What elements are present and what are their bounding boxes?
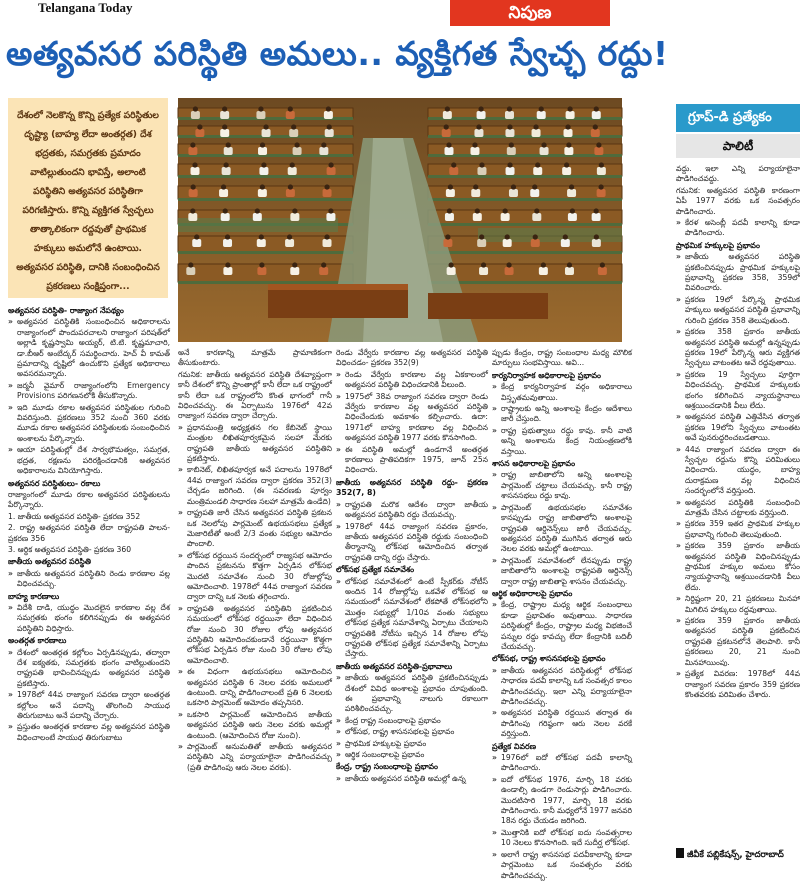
sidebar-title: గ్రూప్-డి ప్రత్యేకం xyxy=(676,104,800,132)
paragraph: » 44వ రాజ్యాంగ సవరణ ద్వారా ఈ స్వేచ్ఛల రద్దును కొన్ని పరిమితులు విధించారు. యుద్ధం, బాహ్య దురాక్రమణ వల్ల విధించిన సందర్భంలోనే వర్తిస్తుంది. xyxy=(676,445,800,497)
paragraph: » రాష్ట్ర ప్రభుత్వాలు రద్దు కావు. కానీ వాటి అన్ని అంశాలను కేంద్ర నియంత్రణలోకి వస్తాయి. xyxy=(492,426,632,457)
paragraph: » పార్లమెంట్ ఉభయసభల సమావేశం కానప్పుడు రాష్ట్ర జాబితాలోని అంశాలపై రాష్ట్రపతి ఆర్డినెన్స్‌లు జారీ చేయవచ్చు. అత్యవసర పరిస్థితి ముగిసిన తర్వాత ఆరు నెలల వరకు అమల్లో ఉంటాయి. xyxy=(492,503,632,555)
paragraph: » ప్రధానమంత్రి అధ్యక్షతన గల కేబినెట్ స్థాయి మంత్రుల లిఖితపూర్వకమైన సలహా మేరకు రాష్ట్రపతి జాతీయ అత్యవసర పరిస్థితిని ప్రకటిస్తారు. xyxy=(178,423,332,465)
paragraph: » కేంద్ర రాష్ట్ర సంబంధాలపై ప్రభావం xyxy=(336,716,488,726)
paragraph: » లోక్‌సభ రద్దయిన సందర్భంలో రాజ్యసభ ఆమోదం పొందిన ప్రకటనను కొత్తగా ఏర్పడిన లోక్‌సభ మొదటి సమావేశం నుంచి 30 రోజుల్లోపు ఆమోదించాలి. 1978లో 44వ రాజ్యాంగ సవరణ ద్వారా దాన్ని ఒక నెలకు తగ్గించారు. xyxy=(178,551,332,603)
section-heading: ఆర్థిక అధికారాలపై ప్రభావం xyxy=(492,588,573,598)
article-column-2 xyxy=(178,348,332,864)
paragraph: » ప్రాథమిక హక్కులపై ప్రభావం xyxy=(336,739,488,749)
section-heading: ప్రాథమిక హక్కులపై ప్రభావం xyxy=(676,240,760,250)
section-heading: జాతీయ అత్యవసర పరిస్థితి xyxy=(8,557,91,567)
section-banner: నిపుణ xyxy=(450,0,610,26)
paragraph: » ఆయా పరిస్థితుల్లో దేశ సార్వభౌమత్వం, సమగ్రత, భద్రత, రక్షణను పరిరక్షించడానికి అత్యవసర అధికారాలను వినియోగిస్తారు. xyxy=(8,445,170,476)
paragraph: రెండు వేర్వేరు కారణాల వల్ల అత్యవసర పరిస్థితి విధించడం- ప్రకరణ 352(9) xyxy=(336,348,488,368)
paragraph: » ప్రకరణ 19 స్వేచ్ఛలు పూర్తిగా విధించవచ్చు. ప్రాథమిక హక్కులకు భంగం కలిగించిన న్యాయస్థానాలు ఆశ్రయించడానికి వీలు లేదు. xyxy=(676,370,800,412)
paragraph: వద్దు. ఇలా ఎన్ని పర్యాయాలైనా పొడిగించవద్దు. xyxy=(676,164,800,184)
paragraph: 3. ఆర్థిక అత్యవసర పరిస్థితి- ప్రకరణ 360 xyxy=(8,544,132,554)
paragraph: » కేంద్ర, రాష్ట్రాల మధ్య ఆర్థిక సంబంధాలు కూడా ప్రభావితం అవుతాయి. సాధారణ పరిస్థితుల్లో కేంద్రం, రాష్ట్రాల మధ్య విభజించే పన్నుల రద్దు కావచ్చు లేదా కేంద్రానికి బదిలీ చేయవచ్చు. xyxy=(492,600,632,652)
paragraph: ప్పుడు కేంద్రం, రాష్ట్ర సంబంధాల మధ్య మౌలిక మార్పులు సంభవిస్తాయి. అవి... xyxy=(492,348,632,368)
paragraph: » అత్యవసర పరిస్థితికి సంబంధించి మాత్రమే చేసిన చట్టాలకు వర్తిస్తుంది. xyxy=(676,498,800,519)
paragraph: » 1975లో 38వ రాజ్యాంగ సవరణ ద్వారా రెండు వేర్వేరు కారణాల వల్ల అత్యవసర పరిస్థితి విధించేందుకు అవకాశం కల్పించారు. ఉదా: 1971లో బాహ్య కారణాల వల్ల విధించిన అత్యవసర పరిస్థితి 1977 వరకు కొనసాగింది. xyxy=(336,392,488,444)
paragraph: » 1978లో 44వ రాజ్యాంగ సవరణ ప్రకారం, జాతీయ అత్యవసర పరిస్థితి రద్దుకు సంబంధించి తీర్మానాన్ని లోక్‌సభ ఆమోదించిన తర్వాత రాష్ట్రపతి దాన్ని రద్దు చేస్తారు. xyxy=(336,522,488,564)
paragraph: » రాష్ట్రపతి మరొక ఆదేశం ద్వారా జాతీయ అత్యవసర పరిస్థితిని రద్దు చేయవచ్చు. xyxy=(336,500,488,521)
paragraph: » అత్యవసర పరిస్థితి ఎత్తివేసిన తర్వాత ప్రకరణ 19లోని స్వేచ్ఛలు వాటంతట అవే పునరుద్ధరించబడతాయి. xyxy=(676,412,800,443)
sidebar-column xyxy=(676,164,800,842)
article-column-3 xyxy=(336,348,488,864)
section-heading: ప్రత్యేక వివరణ xyxy=(492,741,537,751)
paragraph: రాజ్యాంగంలో మూడు రకాల అత్యవసర పరిస్థితులను పేర్కొన్నారు. xyxy=(8,489,170,510)
paragraph: » ఆర్థిక సంబంధాలపై ప్రభావం xyxy=(336,750,488,760)
paragraph: 2. రాష్ట్ర అత్యవసర పరిస్థితి లేదా రాష్ట్రపతి పాలన- ప్రకరణ 356 xyxy=(8,523,170,543)
paragraph: » ప్రకరణ 359 ఇతర ప్రాథమిక హక్కుల ప్రభావాన్ని గురించి తెలుపుతుంది. xyxy=(676,519,800,540)
paragraph: » మొత్తానికి ఐదో లోక్‌సభ ఐదు సంవత్సరాల 10 నెలలు కొనసాగింది. ఇదే సుదీర్ఘ లోక్‌సభ. xyxy=(492,828,632,849)
paragraph: » లోక్‌సభ సమావేశంలో ఉంటే స్పీకర్‌కు నోటీస్ అందిన 14 రోజుల్లోపు ఒకవేళ లోక్‌సభ ఆ సమయంలో సమావేశంలో లేకపోతే లోక్‌సభలోని మొత్తం సభ్యుల్లో 1/10వ వంతు సభ్యులు లోక్‌సభ ప్రత్యేక సమావేశాన్ని ఏర్పాటు చేయాలని రాష్ట్రపతికి నోటీసు ఇచ్చిన 14 రోజుల లోపు రాష్ట్రపతి లోక్‌సభ ప్రత్యేక సమావేశాన్ని ఏర్పాటు చేస్తారు. xyxy=(336,577,488,660)
parliament-chamber-image xyxy=(178,98,622,342)
section-heading: లోక్‌సభ, రాష్ట్ర శాసనసభలపై ప్రభావం xyxy=(492,654,606,664)
paragraph: » 1976లో ఐదో లోక్‌సభ పదవీ కాలాన్ని పొడిగించారు. xyxy=(492,753,632,774)
paragraph: » ఇది మూడు రకాల అత్యవసర పరిస్థితుల గురించి వివరిస్తుంది. ప్రకరణలు 352 నుంచి 360 వరకు మూడు రకాల అత్యవసర పరిస్థితులకు సంబంధించిన అంశాలను పేర్కొన్నారు. xyxy=(8,403,170,445)
square-bullet-icon xyxy=(676,848,684,858)
paragraph: » దేశంలో అంతర్గత కల్లోలం ఏర్పడినప్పుడు, తద్వారా దేశ ఐక్యతకు, సమగ్రతకు భంగం వాటిల్లుతుందని రాష్ట్రపతి భావించినప్పుడు అత్యవసర పరిస్థితి ప్రకటిస్తారు. xyxy=(8,648,170,690)
publication-name: Telangana Today xyxy=(38,0,133,15)
parliament-photo xyxy=(178,98,622,342)
section-heading: అంతర్గత కారణాలు xyxy=(8,636,67,646)
masthead xyxy=(0,0,800,30)
section-heading: శాసన అధికారాలపై ప్రభావం xyxy=(492,459,576,469)
publisher-credit xyxy=(676,848,800,864)
paragraph: » రాష్ట్రపతి అత్యవసర పరిస్థితిని ప్రకటించిన సమయంలో లోక్‌సభ రద్దయినా లేదా విధించిన రోజు నుంచి 30 రోజుల లోపు అత్యవసర పరిస్థితిని ఆమోదించకుండానే రద్దయినా కొత్తగా లోక్‌సభ ఏర్పడిన రోజు నుంచి 30 రోజుల లోపు ఆమోదించాలి. xyxy=(178,604,332,666)
section-heading: అత్యవసర పరిస్థితి- రాజ్యాంగ నేపథ్యం xyxy=(8,306,124,315)
paragraph: » ఈ పరిస్థితి అమల్లో ఉండగానే అంతర్గత కారణాలు ప్రాతిపదికగా 1975, జూన్ 25న విధించారు. xyxy=(336,445,488,476)
section-heading: బాహ్య కారణాలు xyxy=(8,591,60,601)
paragraph: » అత్యవసర పరిస్థితికి సంబంధించిన అధికారాలను రాజ్యాంగంలో పొందుపరచాలని రాజ్యాంగ పరిషత్‌లో అల్లాడి కృష్ణస్వామి అయ్యర్, టి.టి. కృష్ణమాచారి, డా.బీఆర్ అంబేద్కర్ సమర్థించారు. హెచ్ వీ కామత్ ప్రమాదాన్ని దృష్టిలో ఉంచుకొని ప్రత్యేక అధికారాలు అవసరమన్నారు. xyxy=(8,317,170,379)
paragraph: » విదేశీ దాడి, యుద్ధం మొదలైన కారణాల వల్ల దేశ సమగ్రతకు భంగం కలిగినప్పుడు ఈ అత్యవసర పరిస్థితిని విధిస్తారు. xyxy=(8,603,170,634)
section-heading: జాతీయ అత్యవసర పరిస్థితి రద్దు- ప్రకరణ 352(7, 8) xyxy=(336,477,488,498)
paragraph: » జాతీయ అత్యవసర పరిస్థితి ప్రకటించినప్పుడు ప్రాథమిక హక్కులపై ప్రభావాన్ని ప్రకరణ 358, 359లో వివరించారు. xyxy=(676,252,800,294)
paragraph: » పార్లమెంట్ సమావేశంలో లేనప్పుడు రాష్ట్ర జాబితాలోని అంశాలపై రాష్ట్రపతి ఆర్డినెన్స్ ద్వారా రాష్ట్ర జాబితాపై శాసనం చేయవచ్చు. xyxy=(492,556,632,587)
paragraph: » జాతీయ అత్యవసర పరిస్థితి ప్రకటించినప్పుడు దేశంలో వివిధ అంశాలపై ప్రభావం చూపుతుంది. ఈ ప్రభావాన్ని నాలుగు రకాలుగా పరిశీలించవచ్చు. xyxy=(336,673,488,715)
article-column-1 xyxy=(8,304,170,864)
section-heading: లోక్‌సభ ప్రత్యేక సమావేశం xyxy=(336,565,415,575)
paragraph: » జాతీయ అత్యవసర పరిస్థితుల్లో లోక్‌సభ సాధారణ పదవీ కాలాన్ని ఒక సంవత్సర కాలం పొడిగించవచ్చు. ఇలా ఎన్ని పర్యాయాలైనా పొడిగించవచ్చు. xyxy=(492,666,632,708)
paragraph: » ఐదో లోక్‌సభ 1976, మార్చి 18 వరకు ఉండాల్సి ఉండగా రెండుసార్లు పొడిగించారు. మొదటిసారి 1977, మార్చి 18 వరకు పొడిగించారు. కానీ మధ్యలోనే 1977 జనవరి 18న రద్దు చేయడం జరిగింది. xyxy=(492,775,632,827)
section-heading: జాతీయ అత్యవసర పరిస్థితి-ప్రభావాలు xyxy=(336,661,453,671)
paragraph: » లోక్‌సభ, రాష్ట్ర శాసనసభలపై ప్రభావం xyxy=(336,727,488,737)
paragraph: » 1978లో 44వ రాజ్యాంగ సవరణ ద్వారా అంతర్గత కల్లోలం అనే పదాన్ని తొలగించి సాయుధ తిరుగుబాటు అనే పదాన్ని చేర్చారు. xyxy=(8,690,170,721)
article-headline: అత్యవసర పరిస్థితి అమలు.. వ్యక్తిగత స్వేచ్ఛ రద్దు! xyxy=(6,34,669,73)
article-column-4 xyxy=(492,348,632,880)
paragraph: » ప్రకరణ 358 ప్రకారం జాతీయ అత్యవసర పరిస్థితి అమల్లో ఉన్నప్పుడు ప్రకరణ 19లో పేర్కొన్న ఆరు వ్యక్తిగత స్వేచ్ఛలు వాటంతట అవే రద్దవుతాయి. xyxy=(676,327,800,369)
paragraph: » ఈ విధంగా ఉభయసభలు ఆమోదించిన అత్యవసర పరిస్థితి 6 నెలల వరకు అమలులో ఉంటుంది. దాన్ని పొడిగించాలంటే ప్రతి 6 నెలలకు ఒకసారి పార్లమెంట్ ఆమోదం తప్పనిసరి. xyxy=(178,667,332,709)
paragraph: » జాతీయ అత్యవసర పరిస్థితిని రెండు కారణాల వల్ల విధించవచ్చు. xyxy=(8,569,170,590)
paragraph: » జర్మనీ వైమార్ రాజ్యాంగంలోని Emergency Provisions పరిగణనలోకి తీసుకొన్నారు. xyxy=(8,381,170,402)
paragraph: » రాష్ట్రాలకు అన్ని అంశాలపై కేంద్రం ఆదేశాలు జారీ చేస్తుంది. xyxy=(492,404,632,425)
section-heading: కేంద్ర, రాష్ట్ర సంబంధాలపై ప్రభావం xyxy=(336,762,438,772)
section-heading: కార్యనిర్వాహక అధికారాలపై ప్రభావం xyxy=(492,370,601,380)
section-heading: అత్యవసర పరిస్థితులు- రకాలు xyxy=(8,478,101,488)
paragraph: » ప్రకరణ 359 ప్రకారం జాతీయ అత్యవసర పరిస్థితి విధించినప్పుడు ప్రాథమిక హక్కుల అమలు కోసం న్యాయస్థానాన్ని ఆశ్రయించడానికి వీలు లేదు. xyxy=(676,541,800,593)
paragraph: » ప్రకరణ 19లో పేర్కొన్న ప్రాథమిక హక్కులు అత్యవసర పరిస్థితి ప్రభావాన్ని గురించి ప్రకరణ 358 తెలుపుతుంది. xyxy=(676,295,800,326)
paragraph: » కేరళ అసెంబ్లీ పదవీ కాలాన్ని కూడా పొడిగించారు. xyxy=(676,218,800,239)
paragraph: » ప్రస్తుతం అంతర్గత కారణాల వల్ల అత్యవసర పరిస్థితి విధించాలంటే సాయుధ తిరుగుబాటు xyxy=(8,722,170,743)
paragraph: » అత్యవసర పరిస్థితి రద్దయిన తర్వాత ఈ పొడిగింపు గరిష్ఠంగా ఆరు నెలల వరకే వర్తిస్తుంది. xyxy=(492,708,632,739)
paragraph: » అలాగే రాష్ట్ర శాసనసభ పదవీకాలాన్ని కూడా పార్లమెంటు ఒక సంవత్సరం వరకు పొడిగించవచ్చు. xyxy=(492,850,632,881)
paragraph: » పార్లమెంట్ అనుమతితో జాతీయ అత్యవసర పరిస్థితిని ఎన్ని పర్యాయాలైనా పొడిగించవచ్చు (ప్రతి పొడిగింపు ఆరు నెలల వరకు). xyxy=(178,742,332,773)
intro-box: దేశంలో నెలకొన్న కొన్ని ప్రత్యేక పరిస్థితుల దృష్ట్యా (బాహ్య లేదా అంతర్గత) దేశ భద్రతకు, సమగ్రతకు ప్రమాదం వాటిల్లుతుందని భావిస్తే, అలాంటి పరిస్థితిని అత్యవసర పరిస్థితిగా పరిగణిస్తారు. కొన్ని వ్యక్తిగత స్వేచ్ఛలు తాత్కాలికంగా రద్దవుతో ప్రాథమిక హక్కులు అమలోనే ఉంటాయి. అత్యవసర పరిస్థితి, దానికి సంబంధించిన ప్రకరణలు సంక్షిప్తంగా... xyxy=(8,98,168,298)
paragraph: » ఒకసారి పార్లమెంట్ ఆమోదించిన జాతీయ అత్యవసర పరిస్థితి ఆరు నెలల వరకు అమల్లో ఉంటుంది. (ఆమోదించిన రోజు నుంచి). xyxy=(178,710,332,741)
paragraph: » రాష్ట్ర జాబితాలోని అన్ని అంశాలపై పార్లమెంట్ చట్టాలు చేయవచ్చు. కానీ రాష్ట్ర శాసనసభలు రద్దు కావు. xyxy=(492,470,632,501)
paragraph: » కేంద్ర కార్యనిర్వాహక వర్గం అధికారాలు విస్తృతమవుతాయి. xyxy=(492,382,632,403)
paragraph: గమనిక: జాతీయ అత్యవసర పరిస్థితి దేశవ్యాప్తంగా కానీ దేశంలో కొన్ని ప్రాంతాల్లో కానీ లేదా ఒక రాష్ట్రంలో కానీ లేదా ఒక రాష్ట్రంలోని కొంత భాగంలో గానీ విధించవచ్చు. ఈ ఏర్పాటును 1976లో 42వ రాజ్యాంగ సవరణ ద్వారా చేర్చారు. xyxy=(178,369,332,421)
paragraph: » కాబినెట్, లిఖితపూర్వక అనే పదాలను 1978లో 44వ రాజ్యాంగ సవరణ ద్వారా ప్రకరణ 352(3) చేర్చడం జరిగింది. (ఈ సవరణకు పూర్వం మంత్రిమండలి సాధారణ సలహా మాత్రమే ఉండేది) xyxy=(178,465,332,507)
publisher-text: జీవీకే పబ్లికేషన్స్, హైదరాబాద్ xyxy=(687,850,784,860)
paragraph: » జాతీయ అత్యవసర పరిస్థితి అమల్లో ఉన్న xyxy=(336,774,488,784)
paragraph: » ప్రత్యేక వివరణ: 1978లో 44వ రాజ్యాంగ సవరణ ప్రకారం 359 ప్రకరణ కొంతవరకు పరిమితం చేశారు. xyxy=(676,669,800,700)
paragraph: » రెండు వేర్వేరు కారణాల వల్ల ఏకకాలంలో అత్యవసర పరిస్థితి విధించడానికి వీలుంది. xyxy=(336,370,488,391)
paragraph: అనే కారణాన్ని మాత్రమే ప్రామాణికంగా తీసుకుంటారు. xyxy=(178,348,332,368)
paragraph: 1. జాతీయ అత్యవసర పరిస్థితి- ప్రకరణ 352 xyxy=(8,511,141,521)
paragraph: » రాష్ట్రపతి జారీ చేసిన అత్యవసర పరిస్థితి ప్రకటన ఒక నెలలోపు పార్లమెంట్ ఉభయసభలు ప్రత్యేక మెజారిటీతో అంటే 2/3 వంతు సభ్యుల ఆమోదం పొందాలి. xyxy=(178,508,332,550)
paragraph: » ప్రకరణ 359 ప్రకారం జాతీయ అత్యవసర పరిస్థితి ప్రకటించిన రాష్ట్రపతి ప్రకటనలోనే తెలపాలి. కానీ ప్రకరణలు 20, 21 నుంచి మినహాయింపు. xyxy=(676,616,800,668)
paragraph: » నిర్దిష్టంగా 20, 21 ప్రకరణలు మినహా మిగిలిన హక్కులు రద్దవుతాయి. xyxy=(676,594,800,615)
paragraph: గమనిక: అత్యవసర పరిస్థితి కారణంగా ఏపీ 1977 వరకు ఒక సంవత్సరం పొడిగించారు. xyxy=(676,185,800,216)
subject-tag: పాలిటీ xyxy=(676,134,800,158)
